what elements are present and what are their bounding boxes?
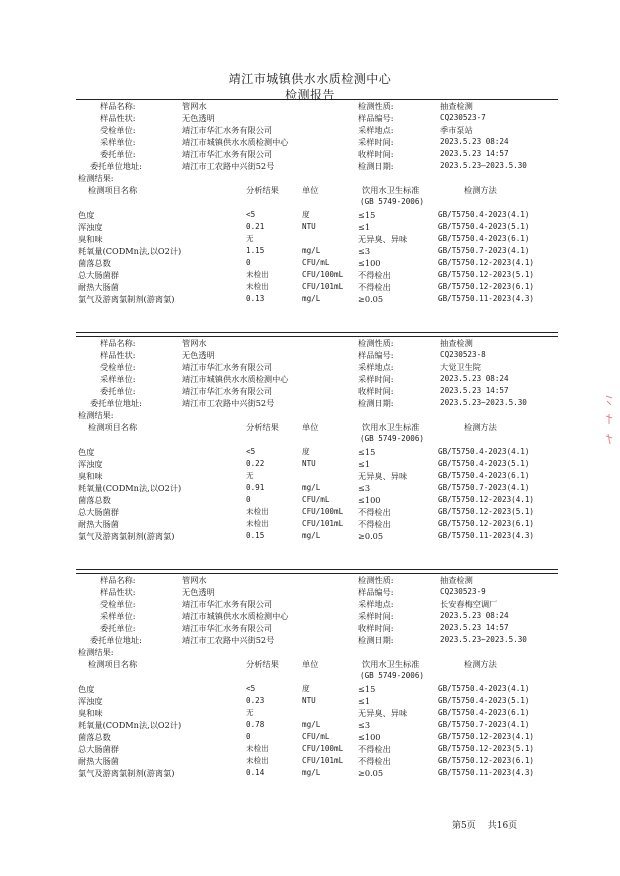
- result-value: 0: [246, 258, 251, 267]
- info-value: 无色透明: [182, 350, 215, 360]
- col-header-unit: 单位: [302, 422, 319, 432]
- result-method: GB/T5750.11-2023(4.3): [438, 768, 535, 777]
- result-value: 0: [246, 495, 251, 504]
- result-item: 菌落总数: [78, 495, 111, 505]
- info-label: 采样单位:: [100, 137, 136, 147]
- result-value: 0.21: [246, 222, 265, 231]
- info-label: 收样时间:: [358, 386, 394, 396]
- info-row: [0, 634, 620, 646]
- result-item: 耐热大肠菌: [78, 519, 119, 529]
- results-label-row: [0, 172, 620, 184]
- col-header-result: 分析结果: [246, 422, 279, 432]
- result-row: [0, 518, 620, 530]
- info-value: 大觉卫生院: [440, 362, 481, 372]
- result-item: 浑浊度: [78, 696, 103, 706]
- result-value: 0.22: [246, 459, 265, 468]
- result-method: GB/T5750.12-2023(6.1): [438, 756, 535, 765]
- result-row: [0, 743, 620, 755]
- col-header-standard-ref: (GB 5749-2006): [360, 671, 425, 680]
- info-value: 靖江市城镇供水水质检测中心: [182, 137, 289, 147]
- info-label: 受检单位:: [100, 125, 136, 135]
- info-label: 检测性质:: [358, 575, 394, 585]
- result-value: 1.15: [246, 246, 265, 255]
- result-row: [0, 482, 620, 494]
- result-standard: ≤1: [358, 459, 371, 469]
- result-row: [0, 458, 620, 470]
- result-item: 色度: [78, 684, 95, 694]
- result-unit: CFU/mL: [302, 258, 330, 267]
- info-row: [0, 598, 620, 610]
- result-standard: ≤3: [358, 483, 371, 493]
- result-value: 0: [246, 732, 251, 741]
- result-method: GB/T5750.12-2023(4.1): [438, 495, 535, 504]
- info-label: 采样时间:: [358, 374, 394, 384]
- result-item: 臭和味: [78, 708, 103, 718]
- info-row: [0, 586, 620, 598]
- result-standard: ≤15: [358, 210, 376, 220]
- result-unit: mg/L: [302, 720, 321, 729]
- info-value: 管网水: [182, 101, 207, 111]
- result-standard: ≤1: [358, 222, 371, 232]
- result-row: [0, 470, 620, 482]
- col-header-standard: 饮用水卫生标准: [362, 659, 420, 669]
- info-value: 靖江市华汇水务有限公司: [182, 386, 273, 396]
- info-row: [0, 373, 620, 385]
- info-label: 采样地点:: [358, 362, 394, 372]
- info-row: [0, 574, 620, 586]
- info-value: 2023.5.23—2023.5.30: [440, 161, 527, 170]
- result-item: 耐热大肠菌: [78, 756, 119, 766]
- result-row: [0, 281, 620, 293]
- result-value: 无: [246, 234, 254, 243]
- result-method: GB/T5750.12-2023(4.1): [438, 732, 535, 741]
- result-row: [0, 707, 620, 719]
- info-label: 采样单位:: [100, 611, 136, 621]
- info-row: [0, 385, 620, 397]
- info-value: 靖江市华汇水务有限公司: [182, 623, 273, 633]
- result-method: GB/T5750.12-2023(6.1): [438, 282, 535, 291]
- result-value: 无: [246, 471, 254, 480]
- result-item: 氯气及游离氯制剂(游离氯): [78, 531, 175, 541]
- result-item: 臭和味: [78, 471, 103, 481]
- result-row: [0, 269, 620, 281]
- info-row: [0, 148, 620, 160]
- results-header-row: [0, 421, 620, 433]
- info-value: 管网水: [182, 338, 207, 348]
- info-label: 样品性状:: [100, 587, 136, 597]
- info-value: 靖江市工农路中兴街52号: [182, 161, 275, 171]
- col-header-standard: 饮用水卫生标准: [362, 422, 420, 432]
- info-value: 2023.5.23 14:57: [440, 386, 509, 395]
- result-unit: CFU/mL: [302, 732, 330, 741]
- info-row: [0, 622, 620, 634]
- result-standard: ≥0.05: [358, 531, 384, 541]
- info-label: 委托单位地址:: [90, 161, 142, 171]
- info-value: 靖江市华汇水务有限公司: [182, 125, 273, 135]
- info-value: 靖江市工农路中兴街52号: [182, 635, 275, 645]
- info-label: 采样时间:: [358, 137, 394, 147]
- col-header-standard: 饮用水卫生标准: [362, 185, 420, 195]
- info-row: [0, 337, 620, 349]
- info-value: 靖江市城镇供水水质检测中心: [182, 611, 289, 621]
- info-value: 无色透明: [182, 113, 215, 123]
- result-item: 色度: [78, 447, 95, 457]
- result-value: 未检出: [246, 270, 269, 279]
- section-bottom-rule: [76, 332, 558, 333]
- info-value: 抽查检测: [440, 575, 473, 585]
- result-method: GB/T5750.7-2023(4.1): [438, 246, 530, 255]
- results-header-row-2: [0, 670, 620, 682]
- page-number: 第5页: [452, 821, 476, 831]
- result-unit: 度: [302, 447, 310, 456]
- result-unit: NTU: [302, 222, 316, 231]
- results-label-row: [0, 409, 620, 421]
- result-standard: 无异臭、异味: [358, 234, 408, 244]
- result-item: 氯气及游离氯制剂(游离氯): [78, 294, 175, 304]
- result-unit: NTU: [302, 696, 316, 705]
- result-standard: 不得检出: [358, 270, 391, 280]
- result-value: <5: [246, 447, 256, 456]
- info-value: 2023.5.23 08:24: [440, 137, 509, 146]
- info-row: [0, 397, 620, 409]
- result-unit: mg/L: [302, 246, 321, 255]
- info-label: 样品性状:: [100, 113, 136, 123]
- result-value: 未检出: [246, 507, 269, 516]
- result-method: GB/T5750.4-2023(4.1): [438, 684, 530, 693]
- info-label: 委托单位地址:: [90, 398, 142, 408]
- result-method: GB/T5750.7-2023(4.1): [438, 483, 530, 492]
- result-method: GB/T5750.12-2023(5.1): [438, 270, 535, 279]
- seal-stamp-fragment: [604, 392, 614, 452]
- result-row: [0, 506, 620, 518]
- result-value: 无: [246, 708, 254, 717]
- result-standard: ≤1: [358, 696, 371, 706]
- seal-stamp-icon: [604, 392, 614, 452]
- result-unit: 度: [302, 210, 310, 219]
- info-value: 2023.5.23~2023.5.30: [440, 635, 527, 644]
- result-item: 总大肠菌群: [78, 270, 119, 280]
- results-header-row: [0, 658, 620, 670]
- info-label: 采样单位:: [100, 374, 136, 384]
- info-value: CQ230523-8: [440, 350, 486, 359]
- info-label: 收样时间:: [358, 149, 394, 159]
- result-method: GB/T5750.12-2023(6.1): [438, 519, 535, 528]
- info-label: 委托单位地址:: [90, 635, 142, 645]
- info-value: 2023.5.23 08:24: [440, 611, 509, 620]
- result-unit: CFU/mL: [302, 495, 330, 504]
- result-value: 0.91: [246, 483, 265, 492]
- results-label: 检测结果:: [78, 410, 114, 420]
- result-unit: CFU/101mL: [302, 756, 344, 765]
- info-value: 管网水: [182, 575, 207, 585]
- col-header-item: 检测项目名称: [88, 659, 138, 669]
- result-standard: ≤3: [358, 720, 371, 730]
- info-value: 抽查检测: [440, 101, 473, 111]
- result-item: 色度: [78, 210, 95, 220]
- result-standard: ≤100: [358, 495, 381, 505]
- result-row: [0, 257, 620, 269]
- info-label: 收样时间:: [358, 623, 394, 633]
- info-value: 2023.5.23~2023.5.30: [440, 398, 527, 407]
- result-row: [0, 494, 620, 506]
- info-label: 检测日期:: [358, 161, 394, 171]
- info-label: 受检单位:: [100, 362, 136, 372]
- info-row: [0, 100, 620, 112]
- info-value: 靖江市城镇供水水质检测中心: [182, 374, 289, 384]
- result-row: [0, 767, 620, 779]
- result-row: [0, 755, 620, 767]
- result-row: [0, 233, 620, 245]
- info-label: 检测性质:: [358, 101, 394, 111]
- info-label: 样品性状:: [100, 350, 136, 360]
- result-item: 氯气及游离氯制剂(游离氯): [78, 768, 175, 778]
- result-standard: 不得检出: [358, 519, 391, 529]
- result-value: 0.78: [246, 720, 265, 729]
- results-label-row: [0, 646, 620, 658]
- info-value: CQ230523-7: [440, 113, 486, 122]
- result-method: GB/T5750.4-2023(5.1): [438, 222, 530, 231]
- result-value: 未检出: [246, 282, 269, 291]
- info-label: 检测日期:: [358, 398, 394, 408]
- info-label: 样品编号:: [358, 113, 394, 123]
- info-label: 检测日期:: [358, 635, 394, 645]
- result-unit: CFU/100mL: [302, 744, 344, 753]
- result-unit: mg/L: [302, 531, 321, 540]
- result-row: [0, 245, 620, 257]
- result-unit: NTU: [302, 459, 316, 468]
- info-label: 采样地点:: [358, 599, 394, 609]
- info-value: 无色透明: [182, 587, 215, 597]
- result-item: 浑浊度: [78, 222, 103, 232]
- info-row: [0, 124, 620, 136]
- result-method: GB/T5750.4-2023(6.1): [438, 471, 530, 480]
- result-method: GB/T5750.4-2023(5.1): [438, 459, 530, 468]
- result-method: GB/T5750.4-2023(5.1): [438, 696, 530, 705]
- result-method: GB/T5750.4-2023(6.1): [438, 234, 530, 243]
- result-method: GB/T5750.4-2023(4.1): [438, 210, 530, 219]
- col-header-unit: 单位: [302, 659, 319, 669]
- result-unit: mg/L: [302, 483, 321, 492]
- info-value: 靖江市工农路中兴街52号: [182, 398, 275, 408]
- page-total: 共16页: [487, 821, 518, 831]
- result-unit: CFU/100mL: [302, 507, 344, 516]
- result-row: [0, 293, 620, 305]
- result-item: 耗氧量(CODMn法,以O2计): [78, 246, 182, 256]
- result-value: 未检出: [246, 519, 269, 528]
- result-standard: 无异臭、异味: [358, 708, 408, 718]
- result-row: [0, 731, 620, 743]
- result-item: 菌落总数: [78, 258, 111, 268]
- result-method: GB/T5750.12-2023(5.1): [438, 507, 535, 516]
- info-value: 长安春梅空调厂: [440, 599, 498, 609]
- result-standard: ≤100: [358, 732, 381, 742]
- info-label: 受检单位:: [100, 599, 136, 609]
- result-value: 未检出: [246, 756, 269, 765]
- result-item: 臭和味: [78, 234, 103, 244]
- col-header-item: 检测项目名称: [88, 422, 138, 432]
- result-row: [0, 683, 620, 695]
- result-item: 耗氧量(CODMn法,以O2计): [78, 720, 182, 730]
- col-header-result: 分析结果: [246, 185, 279, 195]
- col-header-result: 分析结果: [246, 659, 279, 669]
- result-unit: mg/L: [302, 768, 321, 777]
- result-standard: 不得检出: [358, 507, 391, 517]
- results-label: 检测结果:: [78, 647, 114, 657]
- report-org-title: 靖江市城镇供水水质检测中心: [228, 72, 392, 86]
- info-label: 样品名称:: [100, 575, 136, 585]
- result-standard: ≥0.05: [358, 294, 384, 304]
- result-value: 0.15: [246, 531, 265, 540]
- result-item: 总大肠菌群: [78, 507, 119, 517]
- result-row: [0, 719, 620, 731]
- result-unit: CFU/101mL: [302, 282, 344, 291]
- info-label: 采样时间:: [358, 611, 394, 621]
- result-method: GB/T5750.7-2023(4.1): [438, 720, 530, 729]
- results-header-row-2: [0, 433, 620, 445]
- result-method: GB/T5750.12-2023(5.1): [438, 744, 535, 753]
- col-header-unit: 单位: [302, 185, 319, 195]
- result-standard: ≤100: [358, 258, 381, 268]
- col-header-method: 检测方法: [464, 185, 497, 195]
- section-bottom-rule: [76, 569, 558, 570]
- info-label: 委托单位:: [100, 386, 136, 396]
- result-standard: ≥0.05: [358, 768, 384, 778]
- result-value: <5: [246, 210, 256, 219]
- info-label: 检测性质:: [358, 338, 394, 348]
- info-row: [0, 160, 620, 172]
- result-standard: ≤3: [358, 246, 371, 256]
- result-standard: 不得检出: [358, 744, 391, 754]
- result-unit: mg/L: [302, 294, 321, 303]
- result-row: [0, 446, 620, 458]
- result-item: 菌落总数: [78, 732, 111, 742]
- info-value: 季市泵站: [440, 125, 473, 135]
- info-row: [0, 136, 620, 148]
- info-row: [0, 610, 620, 622]
- info-value: 2023.5.23 14:57: [440, 149, 509, 158]
- result-method: GB/T5750.11-2023(4.3): [438, 294, 535, 303]
- result-standard: 不得检出: [358, 282, 391, 292]
- info-row: [0, 361, 620, 373]
- result-value: <5: [246, 684, 256, 693]
- info-row: [0, 112, 620, 124]
- info-label: 样品名称:: [100, 338, 136, 348]
- result-row: [0, 221, 620, 233]
- info-value: 靖江市华汇水务有限公司: [182, 362, 273, 372]
- result-standard: 不得检出: [358, 756, 391, 766]
- info-label: 采样地点:: [358, 125, 394, 135]
- info-label: 委托单位:: [100, 149, 136, 159]
- result-unit: CFU/100mL: [302, 270, 344, 279]
- info-value: 靖江市华汇水务有限公司: [182, 149, 273, 159]
- col-header-method: 检测方法: [464, 422, 497, 432]
- info-value: 抽查检测: [440, 338, 473, 348]
- info-value: 靖江市华汇水务有限公司: [182, 599, 273, 609]
- info-row: [0, 349, 620, 361]
- col-header-method: 检测方法: [464, 659, 497, 669]
- result-method: GB/T5750.11-2023(4.3): [438, 531, 535, 540]
- col-header-item: 检测项目名称: [88, 185, 138, 195]
- result-unit: CFU/101mL: [302, 519, 344, 528]
- info-value: 2023.5.23 08:24: [440, 374, 509, 383]
- info-value: 2023.5.23 14:57: [440, 623, 509, 632]
- result-row: [0, 530, 620, 542]
- page-footer: [452, 818, 529, 831]
- result-value: 0.13: [246, 294, 265, 303]
- result-item: 浑浊度: [78, 459, 103, 469]
- result-item: 总大肠菌群: [78, 744, 119, 754]
- info-label: 样品名称:: [100, 101, 136, 111]
- col-header-standard-ref: (GB 5749-2006): [360, 197, 425, 206]
- result-standard: ≤15: [358, 684, 376, 694]
- result-item: 耐热大肠菌: [78, 282, 119, 292]
- result-standard: ≤15: [358, 447, 376, 457]
- info-value: CQ230523-9: [440, 587, 486, 596]
- result-row: [0, 695, 620, 707]
- col-header-standard-ref: (GB 5749-2006): [360, 434, 425, 443]
- info-label: 样品编号:: [358, 587, 394, 597]
- result-method: GB/T5750.4-2023(6.1): [438, 708, 530, 717]
- result-value: 0.23: [246, 696, 265, 705]
- result-unit: 度: [302, 684, 310, 693]
- result-method: GB/T5750.12-2023(4.1): [438, 258, 535, 267]
- result-value: 未检出: [246, 744, 269, 753]
- result-item: 耗氧量(CODMn法,以O2计): [78, 483, 182, 493]
- result-method: GB/T5750.4-2023(4.1): [438, 447, 530, 456]
- results-label: 检测结果:: [78, 173, 114, 183]
- report-title: 检测报告: [284, 88, 335, 102]
- result-value: 0.14: [246, 768, 265, 777]
- results-header-row-2: [0, 196, 620, 208]
- info-label: 委托单位:: [100, 623, 136, 633]
- result-standard: 无异臭、异味: [358, 471, 408, 481]
- result-row: [0, 209, 620, 221]
- results-header-row: [0, 184, 620, 196]
- info-label: 样品编号:: [358, 350, 394, 360]
